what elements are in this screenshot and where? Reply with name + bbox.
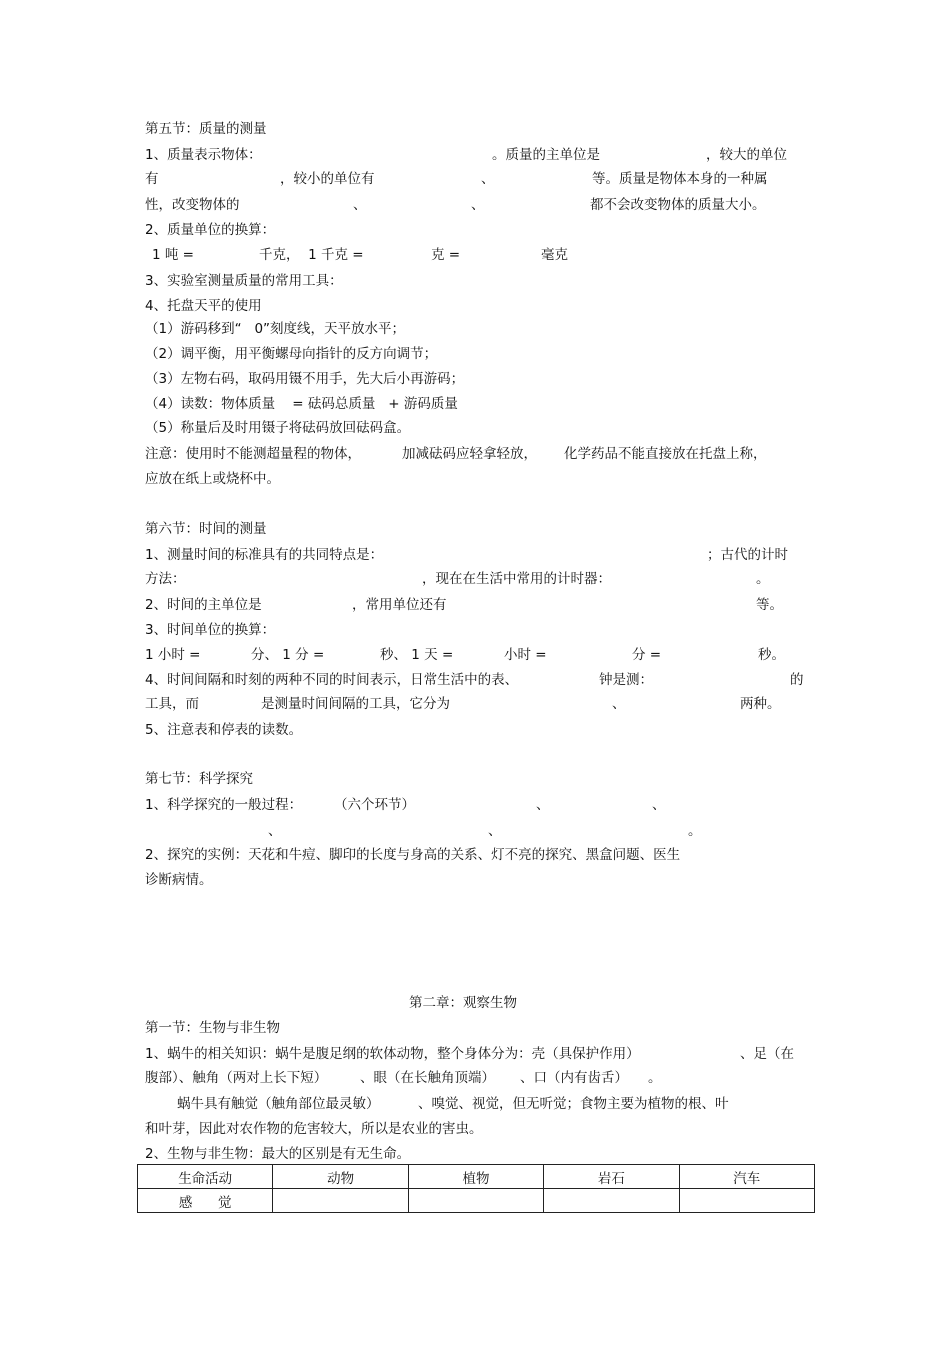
- text-line: 秒、 1 天 =: [380, 647, 454, 663]
- text-line: 1、蜗牛的相关知识：蜗牛是腹足纲的软体动物，整个身体分为：壳（具保护作用）: [145, 1046, 640, 1062]
- text-line: 、: [471, 197, 485, 213]
- chapter-title: 第二章：观察生物: [409, 995, 517, 1011]
- text-line: 、嗅觉、视觉，但无听觉；食物主要为植物的根、叶: [418, 1096, 729, 1112]
- section-title: 第五节：质量的测量: [145, 121, 267, 137]
- section-title: 第一节：生物与非生物: [145, 1020, 280, 1036]
- text-line: 1、科学探究的一般过程：: [145, 797, 303, 813]
- text-line: 、: [481, 171, 495, 187]
- text-line: 、口（内有齿舌）: [520, 1070, 628, 1086]
- text-line: ，较小的单位有: [280, 171, 375, 187]
- text-line: 性，改变物体的: [145, 197, 240, 213]
- table-header-cell: 动物: [273, 1165, 408, 1189]
- table-cell: [679, 1189, 814, 1213]
- section-title: 第七节：科学探究: [145, 771, 253, 787]
- comparison-table: [137, 1164, 815, 1213]
- text-line: 的: [790, 672, 804, 688]
- table-header-cell: 植物: [408, 1165, 543, 1189]
- text-line: 等。质量是物体本身的一种属: [592, 171, 768, 187]
- text-line: 、: [268, 823, 282, 839]
- text-line: 工具，而: [145, 696, 199, 712]
- text-line: 和叶芽，因此对农作物的危害较大，所以是农业的害虫。: [145, 1121, 483, 1137]
- text-line: 。: [688, 823, 702, 839]
- text-line: 分、 1 分 =: [251, 647, 325, 663]
- text-line: 2、生物与非生物：最大的区别是有无生命。: [145, 1146, 411, 1162]
- table-header-cell: 岩石: [544, 1165, 679, 1189]
- text-line: 3、时间单位的换算：: [145, 622, 276, 638]
- text-line: 1 小时 =: [145, 647, 201, 663]
- text-line: （2）调平衡，用平衡螺母向指针的反方向调节；: [145, 346, 438, 362]
- text-line: 、: [353, 197, 367, 213]
- text-line: 4、时间间隔和时刻的两种不同的时间表示，日常生活中的表、: [145, 672, 519, 688]
- table-cell: [408, 1189, 543, 1213]
- text-line: 4、托盘天平的使用: [145, 298, 262, 314]
- text-line: （3）左物右码，取码用镊不用手，先大后小再游码；: [145, 371, 465, 387]
- text-line: 。: [756, 571, 770, 587]
- text-line: 秒。: [758, 647, 785, 663]
- text-line: （4）读数：物体质量 = 砝码总质量 + 游码质量: [145, 396, 458, 412]
- text-line: 毫克: [541, 247, 568, 263]
- section-title: 第六节：时间的测量: [145, 521, 267, 537]
- text-line: 2、质量单位的换算：: [145, 222, 276, 238]
- text-line: 有: [145, 171, 159, 187]
- text-line: 分 =: [632, 647, 662, 663]
- text-line: 小时 =: [504, 647, 547, 663]
- text-line: 1、测量时间的标准具有的共同特点是：: [145, 547, 384, 563]
- text-line: ，较大的单位: [706, 147, 787, 163]
- text-line: 、: [488, 823, 502, 839]
- text-line: ，常用单位还有: [352, 597, 447, 613]
- text-line: 1 吨 =: [152, 247, 194, 263]
- text-line: 等。: [756, 597, 783, 613]
- text-line: 是测量时间间隔的工具，它分为: [261, 696, 450, 712]
- text-line: 加减砝码应轻拿轻放，: [402, 446, 537, 462]
- text-line: 、: [612, 696, 626, 712]
- table-row: [138, 1189, 815, 1213]
- text-line: 都不会改变物体的质量大小。: [590, 197, 766, 213]
- text-line: 蜗牛具有触觉（触角部位最灵敏）: [177, 1096, 380, 1112]
- text-line: （5）称量后及时用镊子将砝码放回砝码盒。: [145, 420, 411, 436]
- text-line: 。: [648, 1070, 662, 1086]
- text-line: 。质量的主单位是: [492, 147, 600, 163]
- text-line: 2、探究的实例：天花和牛痘、脚印的长度与身高的关系、灯不亮的探究、黑盒问题、医生: [145, 847, 681, 863]
- text-line: 两种。: [740, 696, 781, 712]
- table-header-row: [138, 1165, 815, 1189]
- text-line: 应放在纸上或烧杯中。: [145, 471, 280, 487]
- text-line: （六个环节）: [334, 797, 415, 813]
- text-line: ；古代的计时: [707, 547, 788, 563]
- table-header-cell: 汽车: [679, 1165, 814, 1189]
- table-cell: [273, 1189, 408, 1213]
- text-line: 3、实验室测量质量的常用工具：: [145, 273, 343, 289]
- text-line: 注意：使用时不能测超量程的物体，: [145, 446, 361, 462]
- text-line: 、: [536, 797, 550, 813]
- text-line: ，现在在生活中常用的计时器：: [422, 571, 611, 587]
- text-line: （1）游码移到“ 0”刻度线，天平放水平；: [145, 321, 406, 337]
- text-line: 、: [652, 797, 666, 813]
- text-line: 诊断病情。: [145, 872, 213, 888]
- table-header-cell: 生命活动: [138, 1165, 273, 1189]
- text-line: 腹部）、触角（两对上长下短）: [145, 1070, 328, 1086]
- table-cell: [544, 1189, 679, 1213]
- text-line: 钟是测：: [599, 672, 653, 688]
- text-line: 千克， 1 千克 =: [259, 247, 364, 263]
- text-line: 1、质量表示物体：: [145, 147, 262, 163]
- text-line: 2、时间的主单位是: [145, 597, 262, 613]
- text-line: 5、注意表和停表的读数。: [145, 722, 303, 738]
- text-line: 方法：: [145, 571, 186, 587]
- text-line: 克 =: [431, 247, 461, 263]
- text-line: 、足（在: [740, 1046, 794, 1062]
- table-cell: 感 觉: [138, 1189, 273, 1213]
- text-line: 化学药品不能直接放在托盘上称，: [564, 446, 767, 462]
- text-line: 、眼（在长触角顶端）: [360, 1070, 495, 1086]
